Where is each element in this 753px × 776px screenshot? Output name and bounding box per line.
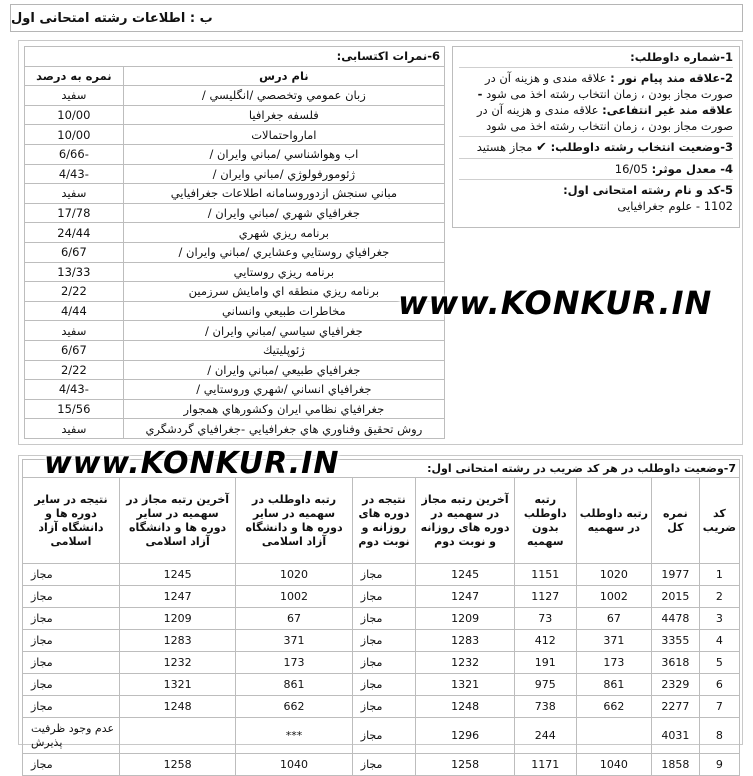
course-grade: -4/43 [25,380,124,400]
quota-cell: 67 [236,608,352,630]
grades-table [24,46,445,439]
course-name: اب وهواشناسي /مباني وايران / [123,144,444,164]
quota-cell: 1258 [416,754,515,776]
grade-row [25,399,445,419]
quota-cell: 8 [699,718,739,754]
course-name: ژئومورفولوژي /مباني وايران / [123,164,444,184]
quota-cell: 1245 [416,564,515,586]
quota-cell: 1020 [576,564,651,586]
payame-noor-label: 2-علاقه مند پیام نور : [610,71,733,85]
field-label: 5-کد و نام رشته امتحانی اول: [563,183,733,197]
course-grade: 24/44 [25,223,124,243]
quota-cell: 1002 [236,586,352,608]
quota-cell: مجاز [352,608,415,630]
quota-cell: 1283 [119,630,235,652]
course-grade: 17/78 [25,203,124,223]
quota-header-6: رتبه داوطلب در سهمیه در سایر دوره ها و دانشگاه آزاد اسلامی [236,478,352,564]
quota-cell: 662 [236,696,352,718]
quota-cell: 7 [699,696,739,718]
quota-cell: 1232 [416,652,515,674]
quota-cell: 1977 [652,564,700,586]
quota-cell: 3 [699,608,739,630]
course-grade: 15/56 [25,399,124,419]
quota-header-1: نمره کل [652,478,700,564]
quota-row [23,696,740,718]
quota-cell: 1247 [416,586,515,608]
quota-cell: 371 [236,630,352,652]
quota-cell: 1232 [119,652,235,674]
quota-cell: مجاز [23,564,120,586]
course-name: زبان عمومي وتخصصي /انگليسي / [123,86,444,106]
check-icon: ✔ [536,140,547,155]
quota-cell: مجاز [352,718,415,754]
applicant-number-row [459,49,733,65]
grade-row [25,419,445,439]
quota-cell: 975 [514,674,576,696]
quota-row [23,564,740,586]
quota-cell: مجاز [23,630,120,652]
quota-cell: 6 [699,674,739,696]
field-row [459,179,733,214]
course-name: جغرافياي سياسي /مباني وايران / [123,321,444,341]
course-grade: سفيد [25,419,124,439]
quota-cell: 1002 [576,586,651,608]
applicant-number-label: 1-شماره داوطلب: [630,50,733,64]
quota-cell: مجاز [23,652,120,674]
course-grade: 10/00 [25,105,124,125]
quota-row [23,608,740,630]
quota-cell: 1858 [652,754,700,776]
grade-row [25,184,445,204]
quota-cell: 2 [699,586,739,608]
course-name: فلسفه جغرافيا [123,105,444,125]
quota-cell: 861 [236,674,352,696]
quota-row [23,630,740,652]
grade-row [25,125,445,145]
quota-cell [119,718,235,754]
quota-cell: 1127 [514,586,576,608]
quota-cell: مجاز [23,754,120,776]
non-profit-label: - علاقه مند غیر انتفاعی: [477,87,733,117]
course-name: برنامه ريزي شهري [123,223,444,243]
course-grade: -6/66 [25,144,124,164]
quota-cell: مجاز [23,674,120,696]
quota-row [23,754,740,776]
quota-cell: 1321 [416,674,515,696]
section-title: ب : اطلاعات رشته امتحانی اول [11,10,213,26]
quota-table [22,459,740,776]
quota-cell: مجاز [23,608,120,630]
quota-cell: مجاز [352,652,415,674]
quota-cell: 173 [236,652,352,674]
quota-cell: 1248 [416,696,515,718]
quota-cell: مجاز [352,564,415,586]
quota-cell: 191 [514,652,576,674]
course-name: مخاطرات طبيعي وانساني [123,301,444,321]
quota-cell: 73 [514,608,576,630]
course-name: امارواحتمالات [123,125,444,145]
grade-row [25,301,445,321]
grades-caption: 6-نمرات اکتسابی: [25,47,445,67]
quota-cell: 412 [514,630,576,652]
col-grade-header: نمره به درصد [25,66,124,86]
quota-cell: 2015 [652,586,700,608]
course-name: جغرافياي انساني /شهري وروستايي / [123,380,444,400]
quota-cell: مجاز [352,586,415,608]
quota-cell: 1209 [119,608,235,630]
quota-cell: 1020 [236,564,352,586]
grade-row [25,340,445,360]
quota-cell: 9 [699,754,739,776]
course-grade: -4/43 [25,164,124,184]
grade-row [25,262,445,282]
col-course-header: نام درس [123,66,444,86]
quota-row [23,586,740,608]
quota-header-0: کد ضریب [699,478,739,564]
course-name: برنامه ريزي منطقه اي وامايش سرزمين [123,282,444,302]
quota-header-4: آخرین رتبه مجاز در سهمیه در دوره های روزانه و نوبت دوم [416,478,515,564]
grade-row [25,321,445,341]
course-name: برنامه ريزي روستايي [123,262,444,282]
grade-row [25,203,445,223]
quota-cell: مجاز [23,586,120,608]
quota-header-7: آخرین رتبه مجاز در سهمیه در سایر دوره ها و دانشگاه آزاد اسلامی [119,478,235,564]
quota-row [23,718,740,754]
course-grade: 10/00 [25,125,124,145]
quota-cell: 3355 [652,630,700,652]
selection-status-value: مجاز هستید [476,140,533,154]
quota-cell: 1283 [416,630,515,652]
grade-row [25,164,445,184]
course-grade: 4/44 [25,301,124,321]
quota-cell: 1151 [514,564,576,586]
grade-row [25,380,445,400]
course-grade: 13/33 [25,262,124,282]
course-name: جغرافياي نظامي ايران وكشورهاي همجوار [123,399,444,419]
quota-cell: مجاز [352,630,415,652]
quota-cell: 4478 [652,608,700,630]
watermark-secondary: www.KONKUR.IN [44,446,340,481]
quota-cell: *** [236,718,352,754]
quota-cell: 861 [576,674,651,696]
course-name: ژئوپليتيك [123,340,444,360]
grade-row [25,360,445,380]
quota-header-2: رتبه داوطلب در سهمیه [576,478,651,564]
quota-cell: 244 [514,718,576,754]
quota-cell: 1040 [576,754,651,776]
payame-noor-text: علاقه مندی و هزینه آن در صورت مجاز بودن ، زمان انتخاب رشته اخذ می شود [485,71,733,101]
quota-cell: 1171 [514,754,576,776]
grade-row [25,86,445,106]
grade-row [25,105,445,125]
quota-cell: 4 [699,630,739,652]
course-grade: سفيد [25,184,124,204]
quota-cell: 2277 [652,696,700,718]
course-grade: 6/67 [25,340,124,360]
quota-cell: 1248 [119,696,235,718]
section-header [10,4,743,32]
course-name: جغرافياي طبيعي /مباني وايران / [123,360,444,380]
quota-caption: 7-وضعیت داوطلب در هر کد ضریب در رشته امتحانی اول: [23,460,740,478]
quota-cell: مجاز [352,696,415,718]
quota-cell: 4031 [652,718,700,754]
quota-header-5: نتیجه در دوره های روزانه و نوبت دوم [352,478,415,564]
course-grade: 2/22 [25,282,124,302]
course-name: جغرافياي روستايي وعشايري /مباني وايران / [123,242,444,262]
quota-cell: 1258 [119,754,235,776]
quota-cell: 1321 [119,674,235,696]
watermark-primary: www.KONKUR.IN [398,284,713,322]
course-grade: 6/67 [25,242,124,262]
quota-cell: مجاز [352,754,415,776]
quota-cell: 1040 [236,754,352,776]
quota-header-8: نتیجه در سایر دوره ها و دانشگاه آزاد اسلامی [23,478,120,564]
selection-status-label: 3-وضعیت انتخاب رشته داوطلب: [550,140,733,154]
selection-status-row [459,136,733,156]
course-grade: 2/22 [25,360,124,380]
quota-cell: 2329 [652,674,700,696]
quota-cell [576,718,651,754]
gpa-label: 4- معدل موثر: [651,162,733,176]
quota-cell: 67 [576,608,651,630]
grade-row [25,223,445,243]
applicant-info-box [452,46,740,228]
quota-header-3: رتبه داوطلب بدون سهمیه [514,478,576,564]
quota-cell: 1209 [416,608,515,630]
quota-cell: 371 [576,630,651,652]
grade-row [25,282,445,302]
quota-cell: 1245 [119,564,235,586]
grade-row [25,144,445,164]
non-profit-text: علاقه مندی و هزینه آن در صورت مجاز بودن ، زمان انتخاب رشته اخذ می شود [476,103,733,133]
quota-cell: 1296 [416,718,515,754]
quota-cell: 1247 [119,586,235,608]
quota-cell: 3618 [652,652,700,674]
quota-cell: 1 [699,564,739,586]
grade-row [25,242,445,262]
payame-noor-row [459,67,733,134]
gpa-value: 16/05 [614,162,648,176]
quota-cell: 5 [699,652,739,674]
course-name: جغرافياي شهري /مباني وايران / [123,203,444,223]
gpa-row [459,158,733,177]
course-grade: سفيد [25,321,124,341]
quota-row [23,652,740,674]
quota-cell: 662 [576,696,651,718]
course-name: مباني سنجش ازدوروسامانه اطلاعات جغرافيايي [123,184,444,204]
quota-cell: عدم وجود ظرفیت پذیرش [23,718,120,754]
quota-cell: 173 [576,652,651,674]
quota-cell: 738 [514,696,576,718]
course-name: روش تحقيق وفناوري هاي جغرافيايي -جغرافياي گردشگري [123,419,444,439]
quota-cell: مجاز [23,696,120,718]
quota-cell: مجاز [352,674,415,696]
quota-row [23,674,740,696]
course-grade: سفيد [25,86,124,106]
field-value: 1102 - علوم جغرافیایی [617,199,733,213]
